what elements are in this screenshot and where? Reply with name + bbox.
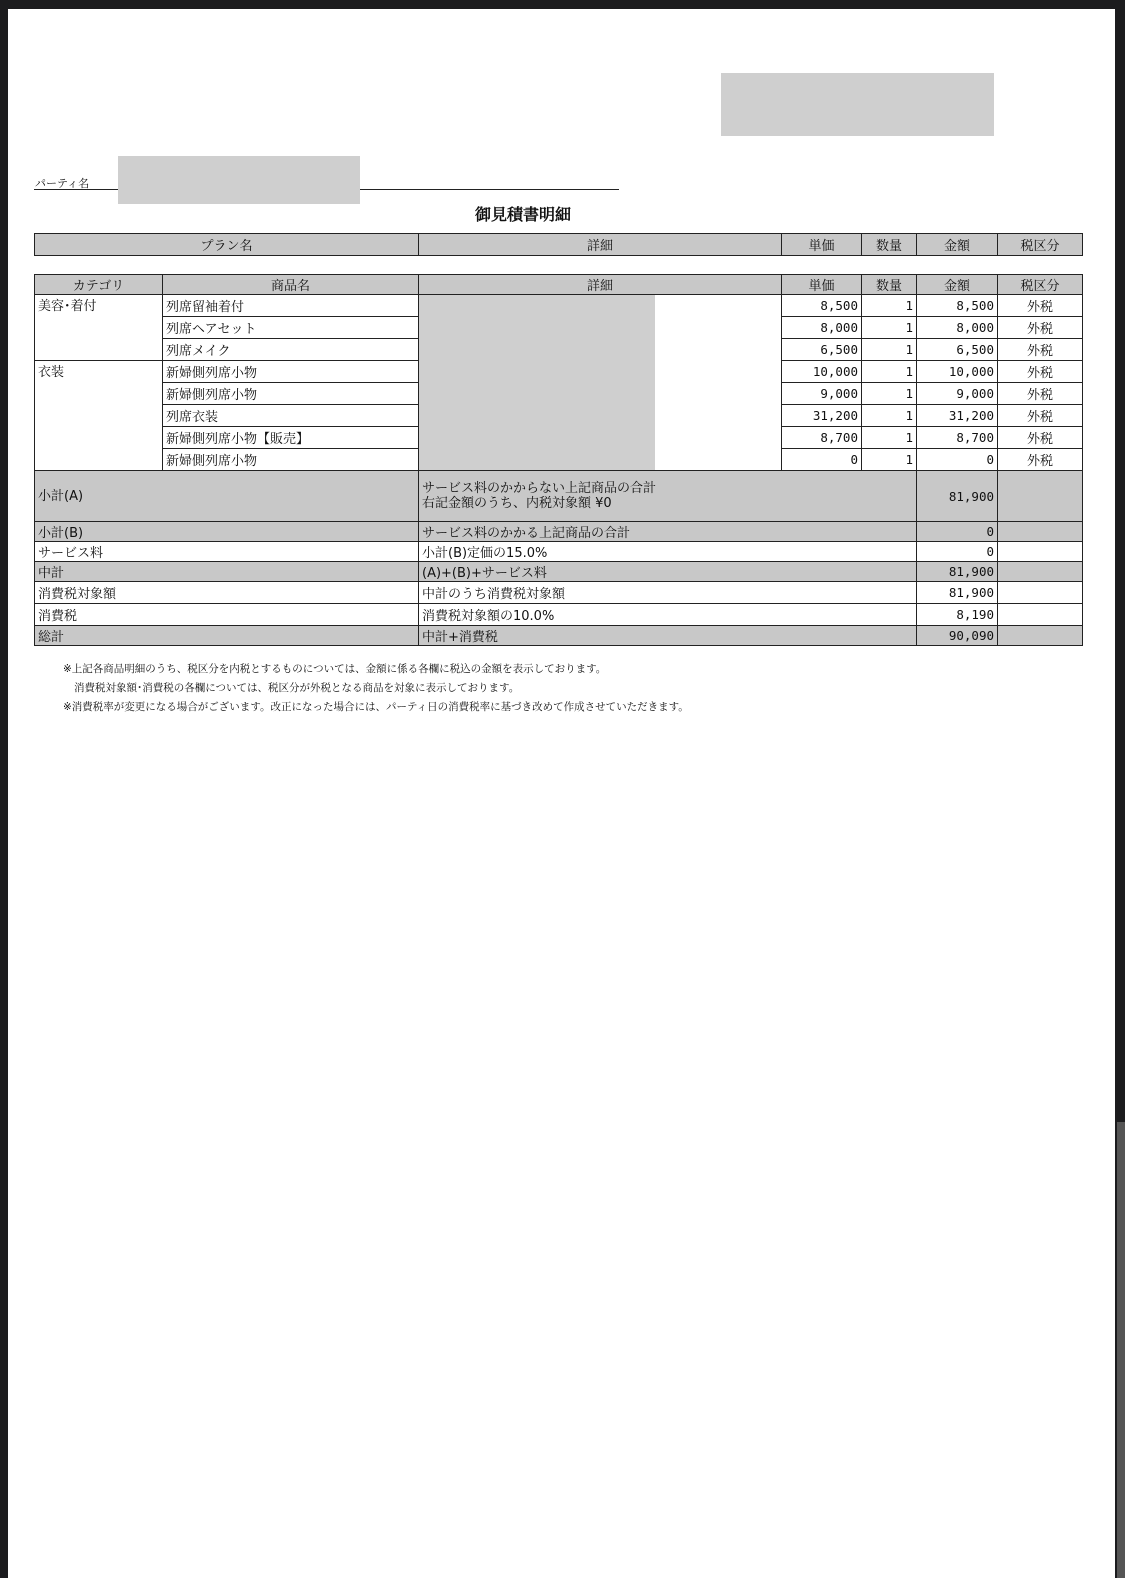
redacted-logo-block: [721, 73, 994, 136]
subtotal-a-amount: 81,900: [917, 471, 998, 522]
quantity: 1: [862, 405, 917, 427]
amount: 31,200: [917, 405, 998, 427]
service-fee-empty: [998, 542, 1083, 562]
product-name: 列席ヘアセット: [163, 317, 419, 339]
items-header-detail: 詳細: [419, 275, 782, 295]
middle-total-empty: [998, 562, 1083, 582]
unit-price: 8,700: [782, 427, 862, 449]
tax-class: 外税: [998, 449, 1083, 471]
tax-class: 外税: [998, 405, 1083, 427]
footnote-2: 消費税対象額･消費税の各欄については、税区分が外税となる商品を対象に表示しております。: [74, 682, 520, 694]
subtotal-a-label: 小計(A): [35, 471, 419, 522]
plan-header-unit-price: 単価: [782, 234, 862, 256]
estimate-page: [8, 9, 1115, 1578]
party-name-label: パーティ名: [35, 177, 90, 190]
grand-total-empty: [998, 626, 1083, 646]
amount: 9,000: [917, 383, 998, 405]
product-name: 新婦側列席小物: [163, 383, 419, 405]
quantity: 1: [862, 295, 917, 317]
quantity: 1: [862, 317, 917, 339]
consumption-tax-description: 消費税対象額の10.0%: [419, 604, 917, 626]
plan-header-quantity: 数量: [862, 234, 917, 256]
subtotal-b-label: 小計(B): [35, 522, 419, 542]
document-title: 御見積書明細: [474, 205, 571, 224]
grand-total-description: 中計+消費税: [419, 626, 917, 646]
product-name: 新婦側列席小物: [163, 361, 419, 383]
consumption-tax-row: [35, 604, 1083, 626]
amount: 10,000: [917, 361, 998, 383]
subtotal-a-row: [35, 471, 1083, 522]
quantity: 1: [862, 427, 917, 449]
subtotal-a-empty: [998, 471, 1083, 522]
footnote-1: ※上記各商品明細のうち、税区分を内税とするものについては、金額に係る各欄に税込の金額を表示しております。: [63, 663, 607, 675]
tax-class: 外税: [998, 427, 1083, 449]
plan-header-name: プラン名: [35, 234, 419, 256]
unit-price: 9,000: [782, 383, 862, 405]
unit-price: 8,000: [782, 317, 862, 339]
items-header-category: カテゴリ: [35, 275, 163, 295]
taxable-amount-label: 消費税対象額: [35, 582, 419, 604]
quantity: 1: [862, 449, 917, 471]
quantity: 1: [862, 383, 917, 405]
consumption-tax-amount: 8,190: [917, 604, 998, 626]
unit-price: 31,200: [782, 405, 862, 427]
footnote-3: ※消費税率が変更になる場合がございます。改正になった場合には、パーティ日の消費税率に基づき改めて作成させていただきます。: [63, 701, 689, 713]
table-row: [35, 295, 1083, 317]
tax-class: 外税: [998, 361, 1083, 383]
unit-price: 10,000: [782, 361, 862, 383]
subtotal-a-desc-line1: サービス料のかからない上記商品の合計: [422, 481, 657, 496]
consumption-tax-label: 消費税: [35, 604, 419, 626]
tax-class: 外税: [998, 317, 1083, 339]
subtotal-a-description: [419, 471, 917, 522]
middle-total-description: (A)+(B)+サービス料: [419, 562, 917, 582]
subtotal-b-row: [35, 522, 1083, 542]
grand-total-label: 総計: [35, 626, 419, 646]
amount: 8,700: [917, 427, 998, 449]
middle-total-amount: 81,900: [917, 562, 998, 582]
plan-header-tax-class: 税区分: [998, 234, 1083, 256]
tax-class: 外税: [998, 339, 1083, 361]
service-fee-row: [35, 542, 1083, 562]
items-header-amount: 金額: [917, 275, 998, 295]
product-name: 新婦側列席小物【販売】: [163, 427, 419, 449]
consumption-tax-empty: [998, 604, 1083, 626]
quantity: 1: [862, 361, 917, 383]
tax-class: 外税: [998, 383, 1083, 405]
amount: 6,500: [917, 339, 998, 361]
service-fee-amount: 0: [917, 542, 998, 562]
taxable-amount-empty: [998, 582, 1083, 604]
category-cell: 衣装: [35, 361, 163, 471]
items-header-unit-price: 単価: [782, 275, 862, 295]
detail-cell: [419, 295, 782, 471]
items-header-quantity: 数量: [862, 275, 917, 295]
footnotes: [63, 660, 689, 717]
quantity: 1: [862, 339, 917, 361]
items-header-tax-class: 税区分: [998, 275, 1083, 295]
product-name: 列席衣装: [163, 405, 419, 427]
scrollbar-thumb[interactable]: [1117, 1122, 1125, 1578]
service-fee-label: サービス料: [35, 542, 419, 562]
middle-total-label: 中計: [35, 562, 419, 582]
grand-total-row: [35, 626, 1083, 646]
plan-table: [34, 233, 1083, 256]
taxable-amount-row: [35, 582, 1083, 604]
items-header-product: 商品名: [163, 275, 419, 295]
unit-price: 0: [782, 449, 862, 471]
product-name: 列席留袖着付: [163, 295, 419, 317]
items-table: [34, 274, 1083, 646]
subtotal-a-desc-line2: 右記金額のうち、内税対象額 ¥0: [422, 496, 612, 511]
unit-price: 6,500: [782, 339, 862, 361]
subtotal-b-empty: [998, 522, 1083, 542]
redacted-details: [419, 295, 655, 470]
plan-header-detail: 詳細: [419, 234, 782, 256]
grand-total-amount: 90,090: [917, 626, 998, 646]
category-cell: 美容･着付: [35, 295, 163, 361]
taxable-amount-description: 中計のうち消費税対象額: [419, 582, 917, 604]
tax-class: 外税: [998, 295, 1083, 317]
product-name: 列席メイク: [163, 339, 419, 361]
plan-header-amount: 金額: [917, 234, 998, 256]
subtotal-b-amount: 0: [917, 522, 998, 542]
amount: 8,000: [917, 317, 998, 339]
redacted-party-name: [118, 156, 360, 204]
unit-price: 8,500: [782, 295, 862, 317]
middle-total-row: [35, 562, 1083, 582]
amount: 0: [917, 449, 998, 471]
amount: 8,500: [917, 295, 998, 317]
subtotal-b-description: サービス料のかかる上記商品の合計: [419, 522, 917, 542]
taxable-amount-value: 81,900: [917, 582, 998, 604]
service-fee-description: 小計(B)定価の15.0%: [419, 542, 917, 562]
product-name: 新婦側列席小物: [163, 449, 419, 471]
